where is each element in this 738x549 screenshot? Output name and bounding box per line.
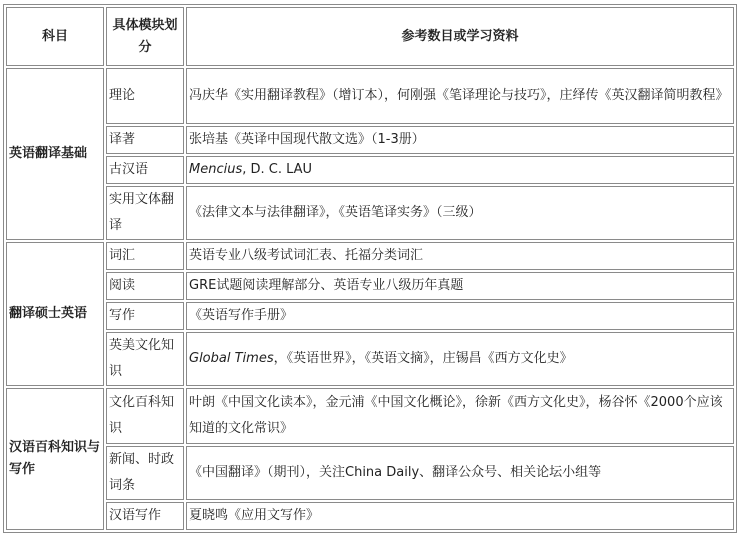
- header-module: 具体模块划分: [106, 7, 184, 66]
- module-cell: 英美文化知识: [106, 332, 184, 386]
- material-rest: , D. C. LAU: [242, 162, 313, 177]
- module-cell: 汉语写作: [106, 502, 184, 530]
- module-cell: 词汇: [106, 242, 184, 270]
- module-cell: 理论: [106, 68, 184, 124]
- subject-cell: 英语翻译基础: [6, 68, 104, 240]
- material-italic: Global Times: [189, 351, 274, 366]
- material-cell: 夏晓鸣《应用文写作》: [186, 502, 734, 530]
- material-cell: 《中国翻译》（期刊），关注China Daily、翻译公众号、相关论坛小组等: [186, 446, 734, 500]
- table-row: [6, 332, 734, 386]
- reference-table-container: [3, 4, 737, 533]
- header-subject: 科目: [6, 7, 104, 66]
- material-italic: Mencius: [189, 162, 243, 177]
- material-cell: 《法律文本与法律翻译》，《英语笔译实务》（三级）: [186, 186, 734, 240]
- table-row: [6, 446, 734, 500]
- table-row: [6, 302, 734, 330]
- table-row: [6, 502, 734, 530]
- material-cell: GRE试题阅读理解部分、英语专业八级历年真题: [186, 272, 734, 300]
- table-row: [6, 242, 734, 270]
- material-cell: [186, 332, 734, 386]
- material-cell: [186, 156, 734, 184]
- table-header-row: [6, 7, 734, 66]
- table-row: [6, 388, 734, 444]
- table-row: [6, 156, 734, 184]
- module-cell: 阅读: [106, 272, 184, 300]
- table-row: [6, 186, 734, 240]
- material-rest: ，《英语世界》，《英语文摘》，庄锡昌《西方文化史》: [273, 351, 573, 366]
- material-cell: 英语专业八级考试词汇表、托福分类词汇: [186, 242, 734, 270]
- subject-cell: 汉语百科知识与写作: [6, 388, 104, 530]
- material-cell: 张培基《英译中国现代散文选》（1-3册）: [186, 126, 734, 154]
- material-cell: 冯庆华《实用翻译教程》（增订本），何刚强《笔译理论与技巧》，庄绎传《英汉翻译简明教程》: [186, 68, 734, 124]
- table-row: [6, 272, 734, 300]
- subject-cell: 翻译硕士英语: [6, 242, 104, 386]
- header-materials: 参考数目或学习资料: [186, 7, 734, 66]
- reference-table: [3, 4, 737, 533]
- module-cell: 译著: [106, 126, 184, 154]
- material-cell: 《英语写作手册》: [186, 302, 734, 330]
- table-row: [6, 68, 734, 124]
- module-cell: 实用文体翻译: [106, 186, 184, 240]
- table-row: [6, 126, 734, 154]
- module-cell: 文化百科知识: [106, 388, 184, 444]
- material-cell: 叶朗《中国文化读本》，金元浦《中国文化概论》，徐新《西方文化史》，杨谷怀《2000个应该知道的文化常识》: [186, 388, 734, 444]
- module-cell: 古汉语: [106, 156, 184, 184]
- module-cell: 新闻、时政词条: [106, 446, 184, 500]
- module-cell: 写作: [106, 302, 184, 330]
